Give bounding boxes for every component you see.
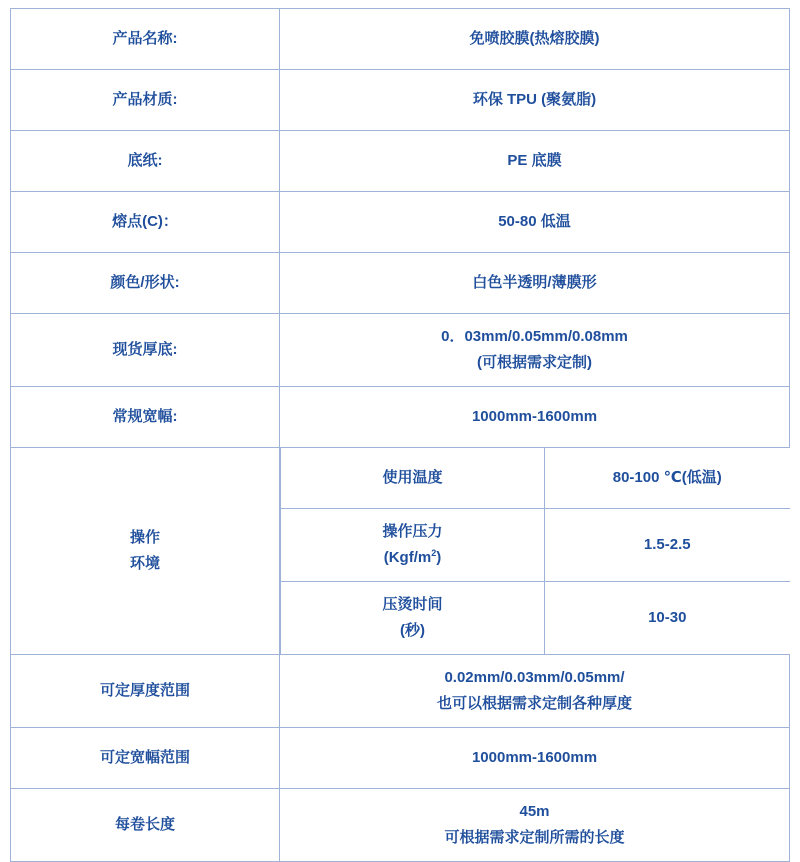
row-label: 每卷长度	[11, 789, 280, 862]
row-value-line2: 也可以根据需求定制各种厚度	[436, 695, 632, 712]
table-row	[11, 70, 790, 131]
row-value-line1: 0.02mm/0.03mm/0.05mm/	[444, 669, 625, 687]
table-row	[11, 728, 790, 789]
operation-subtable-wrapper	[280, 448, 790, 655]
product-spec-table	[10, 8, 790, 862]
row-value	[280, 789, 790, 862]
operation-label-line1: 操作	[129, 529, 160, 547]
table-row	[281, 582, 790, 655]
row-label: 颜色/形状:	[11, 253, 280, 314]
table-row	[11, 314, 790, 387]
row-label: 现货厚底:	[11, 314, 280, 387]
operation-label-line2: 环境	[129, 555, 160, 572]
table-row	[11, 131, 790, 192]
table-row	[11, 789, 790, 862]
operation-sub-value: 80-100 ℃(低温)	[545, 448, 790, 509]
row-label: 可定厚度范围	[11, 655, 280, 728]
row-value	[280, 655, 790, 728]
table-row	[11, 655, 790, 728]
row-value-line1: 45m	[519, 803, 550, 821]
table-row	[281, 509, 790, 582]
table-row	[11, 387, 790, 448]
operation-label	[11, 448, 280, 655]
operation-subtable	[280, 448, 790, 654]
row-value-line2: (可根据需求定制)	[477, 354, 592, 371]
operation-sub-value: 1.5-2.5	[545, 509, 790, 582]
table-row-operation	[11, 448, 790, 655]
row-label: 熔点(C)：	[11, 192, 280, 253]
row-value	[280, 314, 790, 387]
row-value-line1: 0．03mm/0.05mm/0.08mm	[441, 328, 628, 346]
operation-sub-name-line1: 压烫时间	[382, 596, 443, 614]
operation-sub-name	[281, 582, 545, 655]
operation-sub-name-line1: 操作压力	[382, 523, 443, 541]
row-value-line2: 可根据需求定制所需的长度	[444, 829, 625, 846]
row-value: PE 底膜	[280, 131, 790, 192]
row-label: 产品材质:	[11, 70, 280, 131]
table-row	[11, 9, 790, 70]
row-label: 常规宽幅:	[11, 387, 280, 448]
row-value: 白色半透明/薄膜形	[280, 253, 790, 314]
table-row	[281, 448, 790, 509]
table-row	[11, 253, 790, 314]
operation-sub-name-line2: (秒)	[400, 622, 425, 639]
row-value: 50-80 低温	[280, 192, 790, 253]
row-value: 1000mm-1600mm	[280, 387, 790, 448]
row-label: 可定宽幅范围	[11, 728, 280, 789]
row-value: 1000mm-1600mm	[280, 728, 790, 789]
row-value: 免喷胶膜(热熔胶膜)	[280, 9, 790, 70]
operation-sub-value: 10-30	[545, 582, 790, 655]
table-row	[11, 192, 790, 253]
row-label: 产品名称:	[11, 9, 280, 70]
row-value: 环保 TPU (聚氨脂)	[280, 70, 790, 131]
row-label: 底纸:	[11, 131, 280, 192]
operation-sub-name-line2: $(Kgf/m^2)$	[383, 548, 442, 566]
operation-sub-name	[281, 509, 545, 582]
operation-sub-name: 使用温度	[281, 448, 545, 509]
